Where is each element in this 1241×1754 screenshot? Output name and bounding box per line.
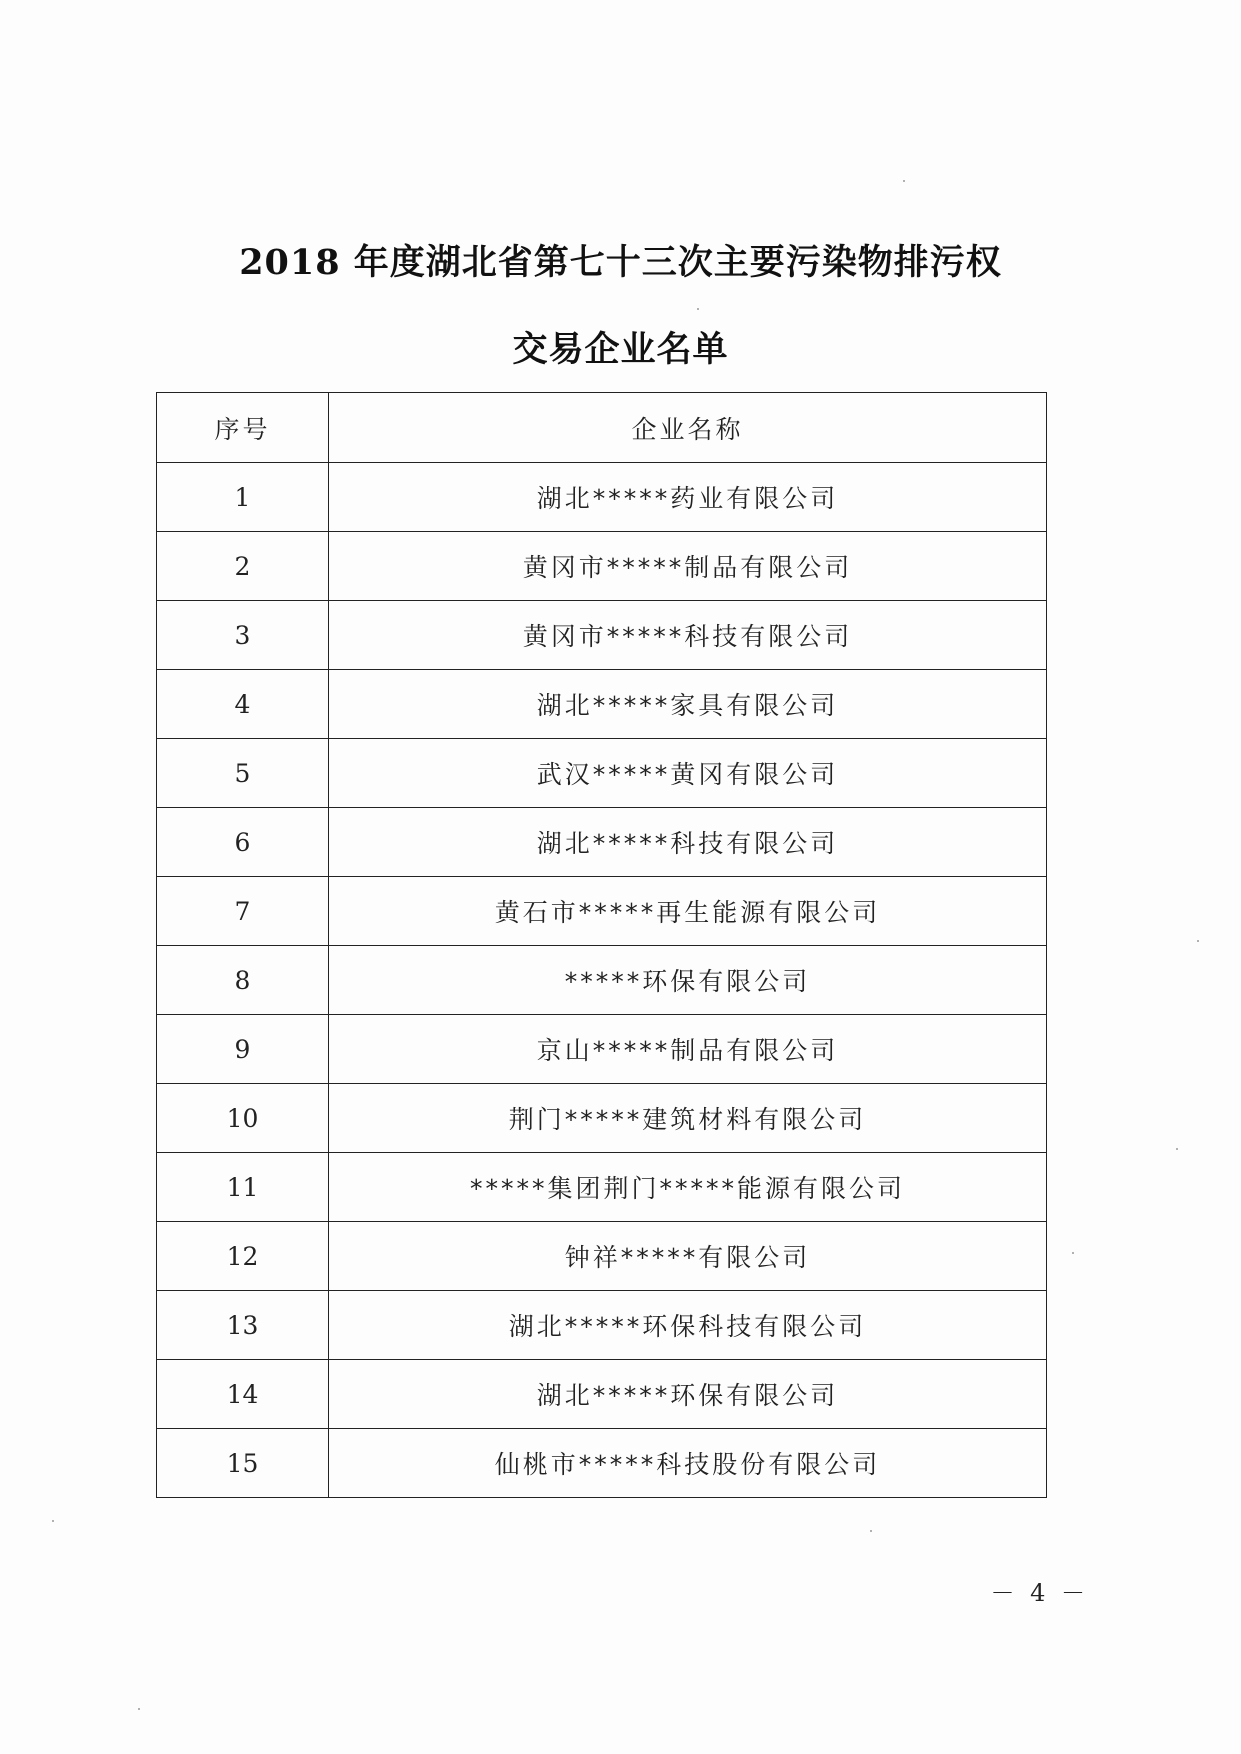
scan-speck xyxy=(138,1708,140,1710)
row-enterprise-name: 钟祥*****有限公司 xyxy=(329,1222,1047,1291)
scan-speck xyxy=(903,180,905,182)
table-row xyxy=(157,1360,1047,1429)
table-header-row xyxy=(157,393,1047,463)
table-row xyxy=(157,739,1047,808)
row-enterprise-name: *****环保有限公司 xyxy=(329,946,1047,1015)
row-enterprise-name: 荆门*****建筑材料有限公司 xyxy=(329,1084,1047,1153)
table-row xyxy=(157,463,1047,532)
row-index: 2 xyxy=(157,532,329,601)
row-enterprise-name: 黄冈市*****制品有限公司 xyxy=(329,532,1047,601)
table-row xyxy=(157,1291,1047,1360)
table-row xyxy=(157,1222,1047,1291)
row-enterprise-name: 黄冈市*****科技有限公司 xyxy=(329,601,1047,670)
row-index: 15 xyxy=(157,1429,329,1498)
row-index: 3 xyxy=(157,601,329,670)
row-index: 13 xyxy=(157,1291,329,1360)
table-row xyxy=(157,1153,1047,1222)
page-number: － 4 － xyxy=(990,1579,1089,1607)
row-enterprise-name: 湖北*****环保有限公司 xyxy=(329,1360,1047,1429)
table-row xyxy=(157,808,1047,877)
scan-speck xyxy=(1197,940,1199,942)
column-header-enterprise-name: 企业名称 xyxy=(329,393,1047,463)
row-index: 6 xyxy=(157,808,329,877)
row-index: 5 xyxy=(157,739,329,808)
row-enterprise-name: *****集团荆门*****能源有限公司 xyxy=(329,1153,1047,1222)
table-row xyxy=(157,532,1047,601)
row-enterprise-name: 湖北*****科技有限公司 xyxy=(329,808,1047,877)
table-row xyxy=(157,601,1047,670)
scan-speck xyxy=(52,1520,54,1522)
row-enterprise-name: 湖北*****环保科技有限公司 xyxy=(329,1291,1047,1360)
row-enterprise-name: 武汉*****黄冈有限公司 xyxy=(329,739,1047,808)
scan-speck xyxy=(697,308,699,310)
row-index: 10 xyxy=(157,1084,329,1153)
table-row xyxy=(157,1429,1047,1498)
row-index: 1 xyxy=(157,463,329,532)
row-enterprise-name: 京山*****制品有限公司 xyxy=(329,1015,1047,1084)
row-index: 4 xyxy=(157,670,329,739)
row-index: 8 xyxy=(157,946,329,1015)
row-index: 9 xyxy=(157,1015,329,1084)
scan-speck xyxy=(1176,1148,1178,1150)
scan-speck xyxy=(1072,1252,1074,1254)
scan-speck xyxy=(870,1530,872,1532)
document-title-line2: 交易企业名单 xyxy=(512,329,729,370)
row-index: 14 xyxy=(157,1360,329,1429)
row-enterprise-name: 湖北*****家具有限公司 xyxy=(329,670,1047,739)
table-row xyxy=(157,1015,1047,1084)
table-row xyxy=(157,670,1047,739)
row-index: 11 xyxy=(157,1153,329,1222)
table-row xyxy=(157,946,1047,1015)
document-title-line1: 2018 年度湖北省第七十三次主要污染物排污权 xyxy=(239,242,1002,283)
column-header-index: 序号 xyxy=(157,393,329,463)
row-index: 7 xyxy=(157,877,329,946)
enterprise-list-table xyxy=(156,392,1047,1498)
row-enterprise-name: 湖北*****药业有限公司 xyxy=(329,463,1047,532)
row-index: 12 xyxy=(157,1222,329,1291)
row-enterprise-name: 仙桃市*****科技股份有限公司 xyxy=(329,1429,1047,1498)
table-row xyxy=(157,1084,1047,1153)
row-enterprise-name: 黄石市*****再生能源有限公司 xyxy=(329,877,1047,946)
table-row xyxy=(157,877,1047,946)
